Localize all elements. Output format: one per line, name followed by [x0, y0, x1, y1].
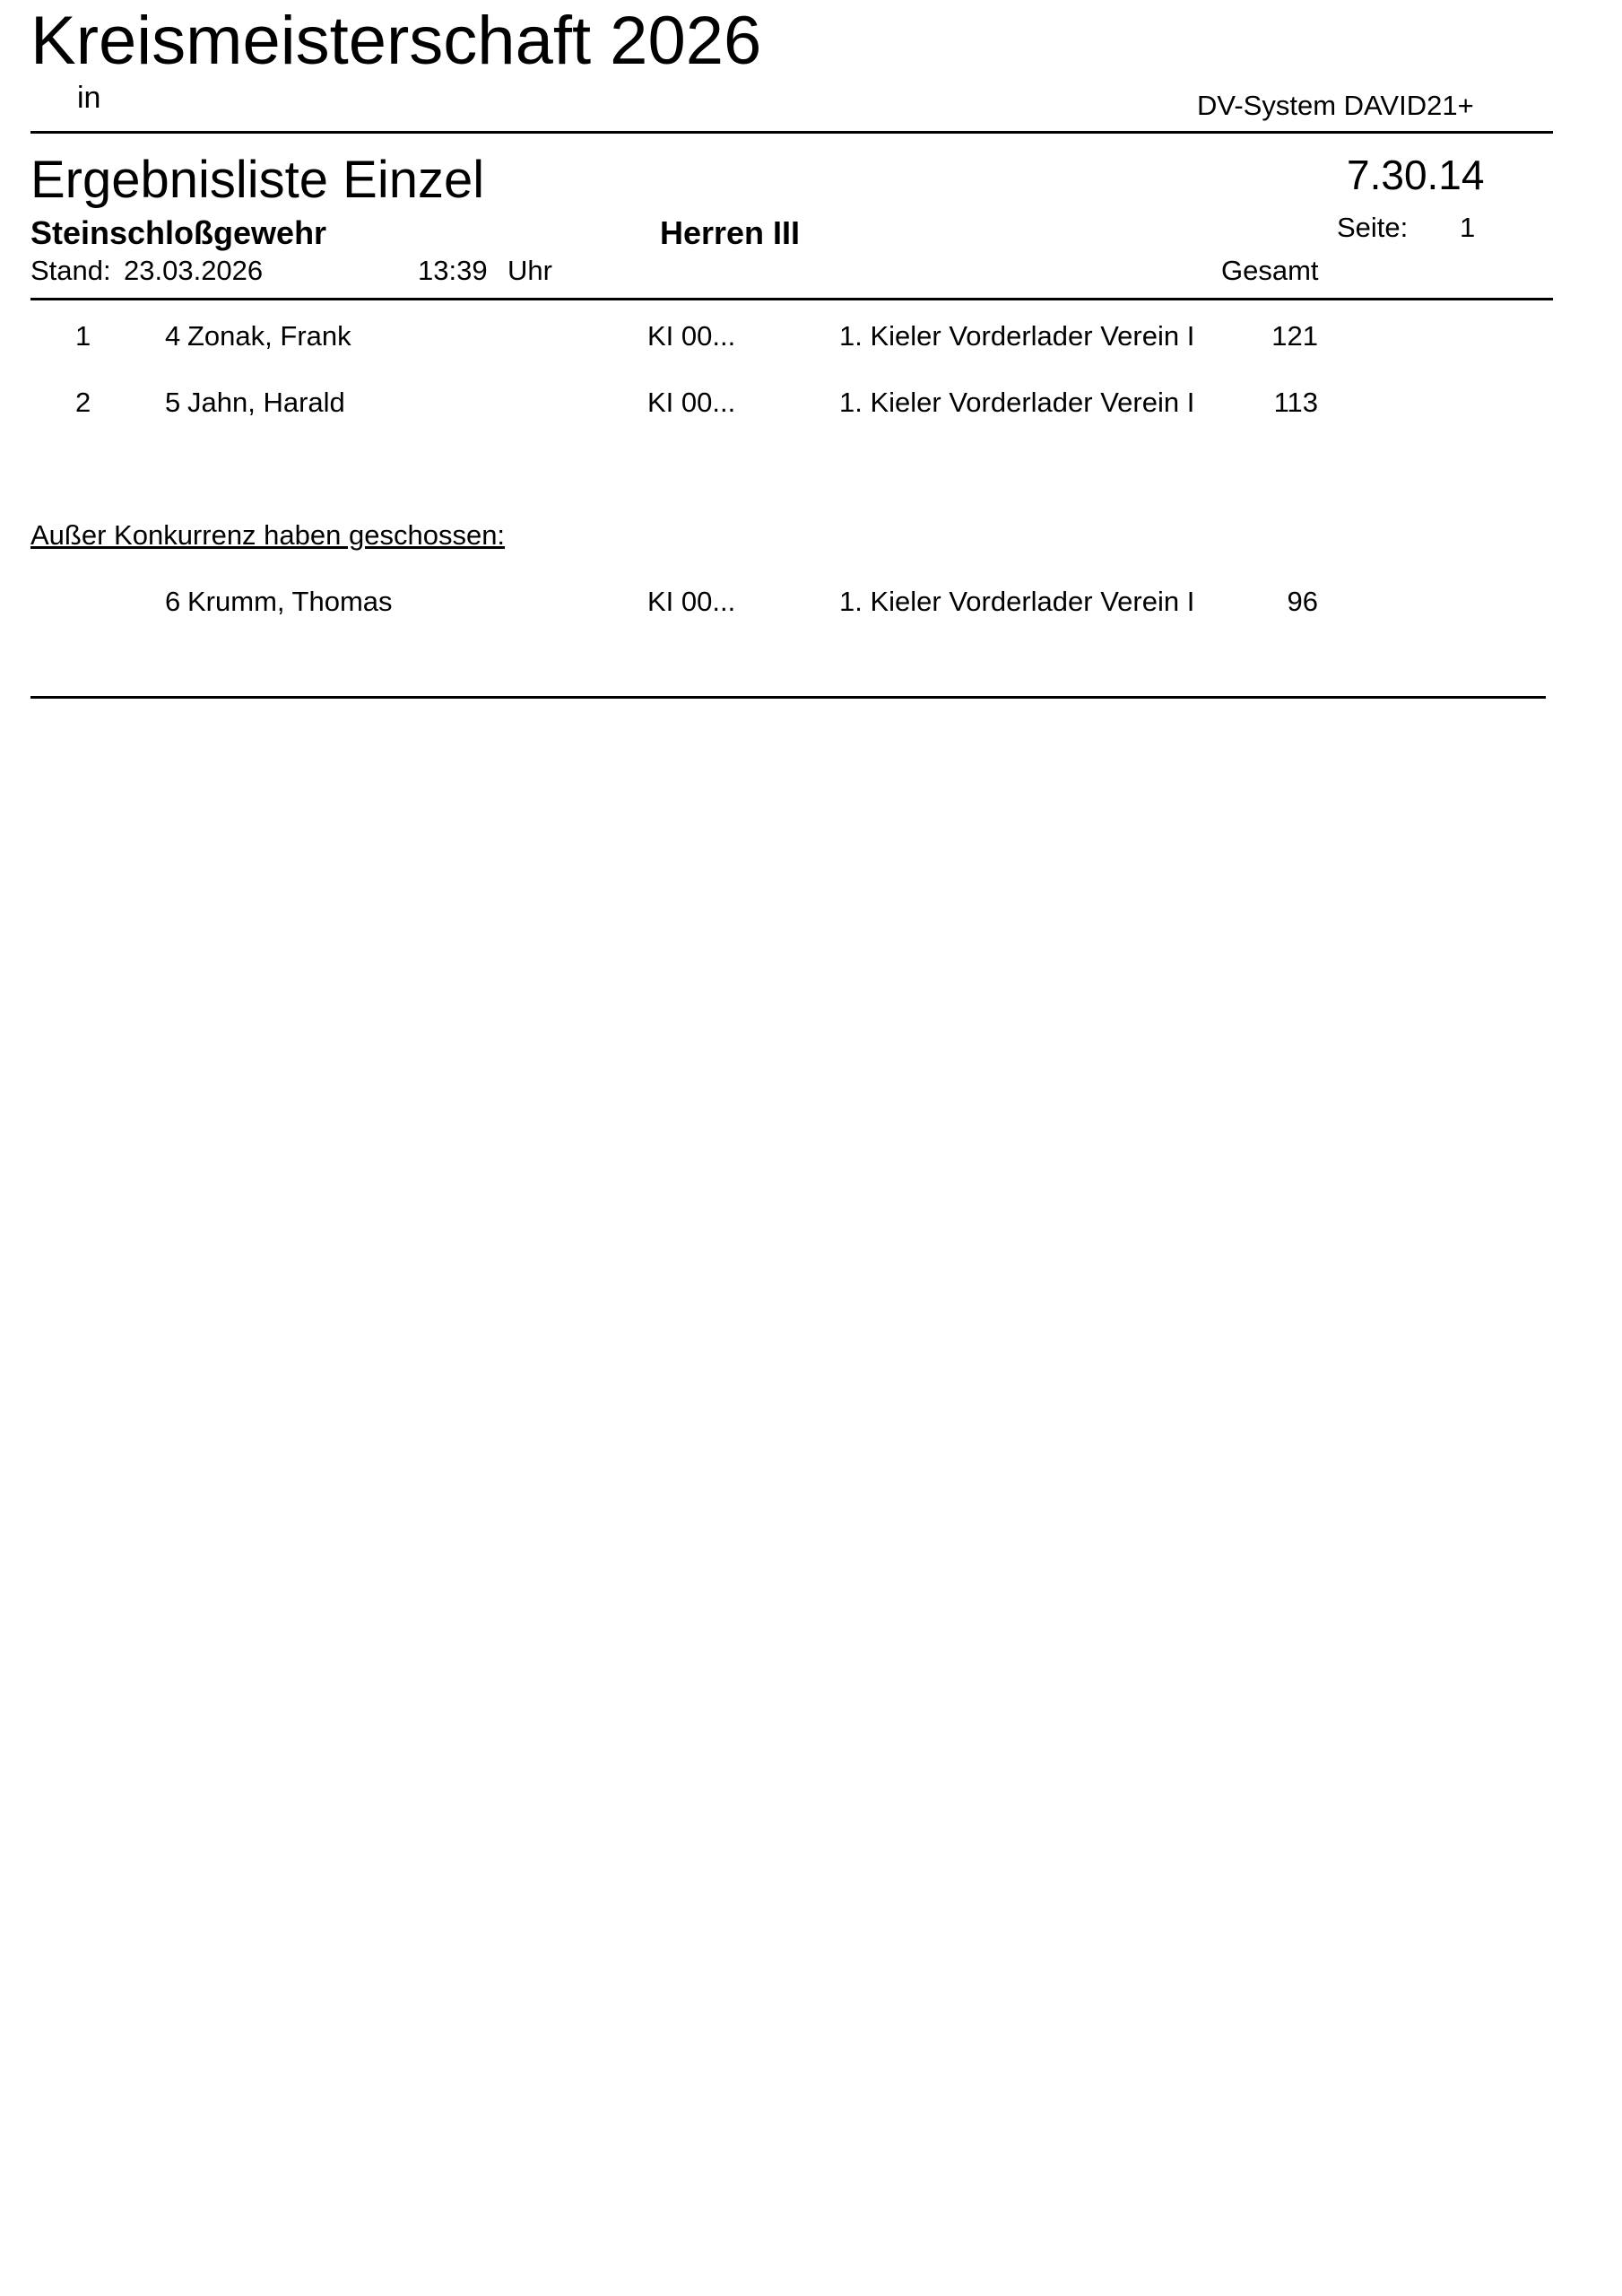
- location-prefix: in: [77, 81, 101, 115]
- stand-date: 23.03.2026: [124, 255, 264, 286]
- shooter-name: Krumm, Thomas: [187, 586, 393, 617]
- total-score: 121: [1271, 320, 1318, 352]
- rank: 1: [75, 320, 91, 352]
- start-number: 5: [165, 387, 181, 418]
- rank: 2: [75, 387, 91, 418]
- table-header-divider: [30, 298, 1553, 300]
- version-number: 7.30.14: [1347, 152, 1485, 198]
- stand-time: 13:39: [418, 255, 488, 286]
- system-name: DV-System DAVID21+: [1197, 90, 1474, 121]
- shooter-name: Jahn, Harald: [187, 387, 345, 418]
- start-number: 6: [165, 586, 181, 617]
- list-title: Ergebnisliste Einzel: [30, 151, 485, 209]
- registration-code: KI 00...: [647, 387, 736, 418]
- club-name: 1. Kieler Vorderlader Verein I: [839, 387, 1195, 418]
- club-name: 1. Kieler Vorderlader Verein I: [839, 320, 1195, 352]
- footer-divider: [30, 696, 1546, 699]
- page-label: Seite:: [1337, 212, 1409, 243]
- time-unit: Uhr: [507, 255, 552, 286]
- discipline-name: Steinschloßgewehr: [30, 214, 327, 251]
- page-number: 1: [1460, 212, 1476, 243]
- registration-code: KI 00...: [647, 586, 736, 617]
- registration-code: KI 00...: [647, 320, 736, 352]
- club-name: 1. Kieler Vorderlader Verein I: [839, 586, 1195, 617]
- class-name: Herren III: [660, 214, 801, 251]
- total-column-header: Gesamt: [1221, 255, 1319, 286]
- total-score: 113: [1273, 387, 1318, 418]
- start-number: 4: [165, 320, 181, 352]
- shooter-name: Zonak, Frank: [187, 320, 351, 352]
- out-of-competition-heading: Außer Konkurrenz haben geschossen:: [30, 519, 506, 551]
- event-title: Kreismeisterschaft 2026: [30, 3, 762, 79]
- stand-label: Stand:: [30, 255, 111, 286]
- total-score: 96: [1287, 586, 1318, 617]
- header-divider: [30, 131, 1553, 134]
